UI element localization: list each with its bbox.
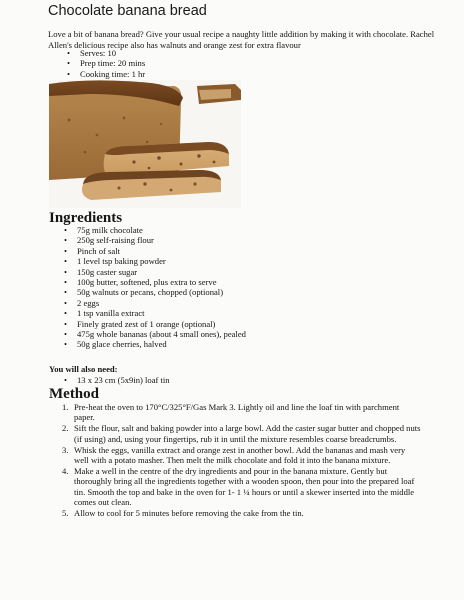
step-number: 3. (62, 444, 69, 455)
ingredient-item: • 50g glace cherries, halved (63, 339, 246, 349)
ingredients-list (63, 225, 246, 350)
banana-bread-photo (49, 80, 241, 208)
step-number: 2. (62, 423, 69, 434)
method-steps (62, 402, 422, 519)
method-step (62, 423, 422, 443)
equipment-list (63, 375, 170, 385)
method-step (62, 466, 422, 507)
recipe-meta-list (66, 48, 145, 79)
ingredient-item: • 250g self-raising flour (63, 235, 246, 245)
ingredient-item: • 100g butter, softened, plus extra to serve (63, 277, 246, 287)
step-text: Pre-heat the oven to 170°C/325°F/Gas Mark 3. Lightly oil and line the loaf tin with parchment paper. (74, 402, 400, 423)
ingredient-item: • 50g walnuts or pecans, chopped (optional) (63, 287, 246, 297)
ingredient-item: • Finely grated zest of 1 orange (optional) (63, 319, 246, 329)
ingredient-item: • 1 tsp vanilla extract (63, 308, 246, 318)
ingredient-item: • 2 eggs (63, 298, 246, 308)
step-text: Allow to cool for 5 minutes before removing the cake from the tin. (74, 508, 304, 519)
equipment-heading: You will also need: (49, 364, 118, 374)
method-step (62, 445, 422, 465)
step-text: Sift the flour, salt and baking powder into a large bowl. Add the caster sugar butter and chopped nuts (if using) and, using your fingertips, rub it in until the mixture resembles coarse breadcrumbs. (74, 423, 421, 444)
method-heading: Method (49, 386, 99, 402)
ingredient-item: • 1 level tsp baking powder (63, 256, 246, 266)
step-text: Whisk the eggs, vanilla extract and orange zest in another bowl. Add the bananas and mash very well with a potato masher. Then melt the milk chocolate and fold it into the banana mixture. (74, 444, 406, 466)
page-title: Chocolate banana bread (48, 3, 207, 19)
ingredient-item: • 150g caster sugar (63, 267, 246, 277)
recipe-intro: Love a bit of banana bread? Give your usual recipe a naughty little addition by making it with chocolate. Rachel Allen's delicious recipe also has walnuts and orange zest for extra flavour (48, 29, 435, 50)
ingredient-item: • 475g whole bananas (about 4 small ones), pealed (63, 329, 246, 339)
meta-cooking-time: • Cooking time: 1 hr (66, 69, 145, 79)
ingredients-heading: Ingredients (49, 210, 123, 226)
method-step (62, 402, 422, 422)
step-number: 1. (62, 402, 69, 412)
equipment-item: • 13 x 23 cm (5x9in) loaf tin (63, 375, 170, 385)
step-number: 5. (62, 508, 69, 519)
meta-prep-time: • Prep time: 20 mins (66, 58, 145, 68)
method-step (62, 508, 422, 518)
step-number: 4. (62, 466, 69, 477)
meta-serves: • Serves: 10 (66, 48, 145, 58)
ingredient-item: • Pinch of salt (63, 246, 246, 256)
ingredient-item: • 75g milk chocolate (63, 225, 246, 235)
step-text: Make a well in the centre of the dry ingredients and pour in the banana mixture. Gently but thoroughly bring all the ingredients together with a wooden spoon, then pour into the prepared loaf tin. Smooth the top and bake in the oven for 1- 1 ¼ hours or until a skewer inserted into the middle comes out clean. (74, 466, 415, 507)
